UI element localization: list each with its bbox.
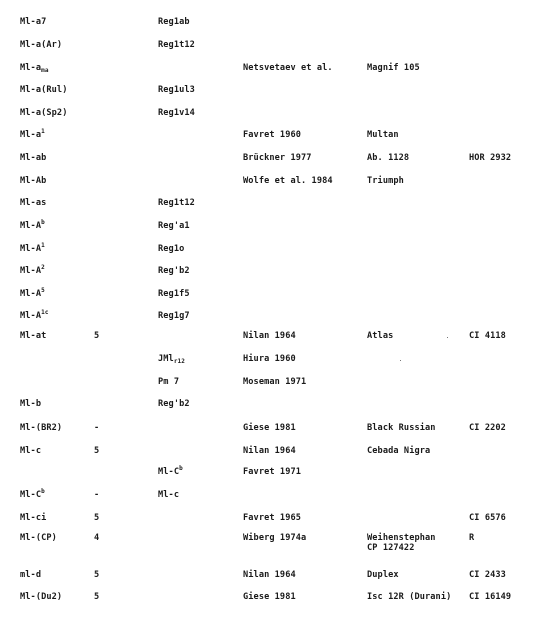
table-cell-c4 (367, 570, 399, 580)
cell-text: Pm 7 (158, 377, 180, 387)
table-cell-c2 (158, 198, 195, 208)
cell-text: 5 (94, 592, 100, 602)
cell-text: CI 4118 (469, 331, 506, 341)
cell-text: Favret 1965 (243, 513, 302, 523)
table-cell-c0 (20, 266, 45, 276)
cell-text: 5 (94, 331, 100, 341)
cell-text: 5 (94, 570, 100, 580)
table-cell-c0 (20, 130, 45, 140)
cell-text: Ml-A (20, 289, 42, 299)
cell-superscript: 2 (41, 264, 45, 271)
cell-text: Ml-a (20, 130, 42, 140)
table-cell-c0 (20, 108, 67, 118)
table-cell-c0 (20, 153, 46, 163)
table-cell-c2 (158, 311, 190, 321)
table-cell-c0 (20, 289, 45, 299)
table-cell-c0 (20, 244, 45, 254)
table-cell-c0 (20, 40, 62, 50)
cell-text: Reg1v14 (158, 108, 195, 118)
table-cell-c0 (20, 198, 46, 208)
cell-text: Wiberg 1974a (243, 533, 307, 543)
table-cell-c3 (243, 592, 296, 602)
table-cell-c3 (243, 354, 296, 364)
table-cell-c3 (243, 63, 333, 73)
table-cell-c4 (367, 153, 409, 163)
cell-text: Wolfe et al. 1984 (243, 176, 333, 186)
table-cell-c3 (243, 467, 301, 477)
table-cell-c2 (158, 490, 179, 500)
cell-superscript: b (41, 488, 45, 495)
cell-text: R (469, 533, 475, 543)
table-cell-c2 (158, 377, 179, 387)
table-cell-c4 (367, 331, 393, 341)
table-cell-c5 (469, 153, 511, 163)
table-cell-c0 (20, 490, 45, 500)
cell-text: Reg1ul3 (158, 85, 195, 95)
table-cell-c0 (20, 17, 46, 27)
cell-text: Reg1t12 (158, 40, 195, 50)
table-cell-c5 (469, 331, 506, 341)
table-cell-c0 (20, 311, 49, 321)
table-cell-c0 (20, 592, 62, 602)
table-cell-c2 (158, 266, 190, 276)
table-cell-c1 (94, 446, 99, 456)
table-cell-c3 (243, 377, 306, 387)
table-cell-c0 (20, 423, 62, 433)
cell-text: Cebada Nigra (367, 446, 431, 456)
cell-text: Ml-C (158, 467, 180, 477)
cell-text: Giese 1981 (243, 592, 296, 602)
cell-text: Ml-c (158, 490, 180, 500)
cell-text: Isc 12R (Durani) (367, 592, 452, 602)
cell-text: Multan (367, 130, 399, 140)
table-cell-c1 (94, 533, 99, 543)
cell-text: Ab. 1128 (367, 153, 410, 163)
table-cell-c2 (158, 17, 190, 27)
cell-text: CI 6576 (469, 513, 506, 523)
cell-text: Duplex (367, 570, 399, 580)
cell-text: - (94, 490, 100, 500)
scan-speck (400, 360, 401, 361)
cell-text: Black Russian (367, 423, 436, 433)
cell-text: Favret 1960 (243, 130, 302, 140)
table-cell-c5 (469, 423, 506, 433)
cell-text: HOR 2932 (469, 153, 512, 163)
cell-text: Nilan 1964 (243, 446, 296, 456)
cell-second-line: CP 127422 (367, 543, 415, 553)
table-cell-c0 (20, 85, 67, 95)
cell-text: Ml-b (20, 399, 42, 409)
table-cell-c0 (20, 446, 41, 456)
cell-superscript: 1 (41, 128, 45, 135)
table-cell-c0 (20, 221, 45, 231)
cell-text: Ml-C (20, 490, 42, 500)
cell-superscript: 5 (41, 287, 45, 294)
cell-text: 5 (94, 446, 100, 456)
cell-text: JMl (158, 354, 174, 364)
table-cell-c2 (158, 40, 195, 50)
table-cell-c3 (243, 446, 296, 456)
table-cell-c3 (243, 423, 296, 433)
table-cell-c3 (243, 331, 296, 341)
cell-text: Reg1f5 (158, 289, 190, 299)
table-cell-c2 (158, 399, 190, 409)
cell-text: - (94, 423, 100, 433)
table-cell-c4 (367, 592, 451, 602)
cell-text: 5 (94, 513, 100, 523)
cell-superscript: 1c (41, 309, 49, 316)
table-cell-c0 (20, 513, 46, 523)
cell-text: Ml-a(Sp2) (20, 108, 68, 118)
cell-subscript: r12 (173, 358, 185, 365)
table-cell-c1 (94, 423, 99, 433)
cell-text: Reg'b2 (158, 399, 190, 409)
table-cell-c5 (469, 513, 506, 523)
cell-superscript: b (179, 465, 183, 472)
cell-text: Reg1t12 (158, 198, 195, 208)
table-cell-c5 (469, 533, 474, 543)
table-cell-c0 (20, 63, 49, 73)
cell-text: CI 2202 (469, 423, 506, 433)
cell-text: Nilan 1964 (243, 570, 296, 580)
cell-text: Atlas (367, 331, 394, 341)
table-cell-c2 (158, 108, 195, 118)
table-cell-c2 (158, 289, 190, 299)
cell-text: CI 16149 (469, 592, 512, 602)
cell-text: Ml-(BR2) (20, 423, 63, 433)
cell-text: Ml-A (20, 221, 42, 231)
table-cell-c1 (94, 592, 99, 602)
cell-text: Ml-(CP) (20, 533, 57, 543)
cell-text: Nilan 1964 (243, 331, 296, 341)
cell-text: Ml-ci (20, 513, 47, 523)
table-cell-c0 (20, 176, 46, 186)
table-cell-c0 (20, 331, 46, 341)
table-cell-c3 (243, 570, 296, 580)
cell-text: Ml-a (20, 63, 42, 73)
cell-text: Ml-Ab (20, 176, 47, 186)
cell-superscript: b (41, 219, 45, 226)
scan-speck (447, 337, 448, 338)
cell-text: Reg1g7 (158, 311, 190, 321)
cell-text: Giese 1981 (243, 423, 296, 433)
table-cell-c4 (367, 533, 436, 553)
table-cell-c5 (469, 570, 506, 580)
cell-text: Ml-(Du2) (20, 592, 63, 602)
table-cell-c2 (158, 244, 184, 254)
cell-text: Ml-A (20, 244, 42, 254)
table-cell-c1 (94, 570, 99, 580)
cell-text: Brückner 1977 (243, 153, 312, 163)
cell-text: Favret 1971 (243, 467, 302, 477)
cell-text: Ml-a7 (20, 17, 47, 27)
table-cell-c4 (367, 446, 430, 456)
cell-text: Reg1o (158, 244, 185, 254)
table-cell-c2 (158, 85, 195, 95)
table-cell-c1 (94, 513, 99, 523)
cell-text: Reg'b2 (158, 266, 190, 276)
cell-text: Ml-c (20, 446, 42, 456)
cell-text: Ml-as (20, 198, 47, 208)
cell-text: Ml-A (20, 311, 42, 321)
cell-text: Weihenstephan (367, 533, 436, 543)
cell-text: Moseman 1971 (243, 377, 307, 387)
table-cell-c2 (158, 354, 185, 364)
cell-text: Triumph (367, 176, 404, 186)
table-cell-c3 (243, 533, 306, 543)
table-cell-c3 (243, 130, 301, 140)
table-cell-c1 (94, 490, 99, 500)
table-cell-c0 (20, 570, 41, 580)
cell-text: ml-d (20, 570, 42, 580)
cell-text: Ml-ab (20, 153, 47, 163)
cell-text: 4 (94, 533, 100, 543)
table-cell-c3 (243, 513, 301, 523)
cell-subscript: ma (41, 67, 49, 74)
table-cell-c0 (20, 533, 57, 543)
table-cell-c3 (243, 153, 312, 163)
table-cell-c5 (469, 592, 511, 602)
cell-text: CI 2433 (469, 570, 506, 580)
cell-text: Reg'a1 (158, 221, 190, 231)
cell-text: Ml-at (20, 331, 47, 341)
cell-text: Ml-a(Ar) (20, 40, 63, 50)
cell-text: Ml-A (20, 266, 42, 276)
cell-text: Netsvetaev et al. (243, 63, 333, 73)
cell-superscript: 1 (41, 242, 45, 249)
table-cell-c4 (367, 130, 399, 140)
table-cell-c2 (158, 221, 190, 231)
table-cell-c0 (20, 399, 41, 409)
table-cell-c4 (367, 63, 420, 73)
table-cell-c4 (367, 176, 404, 186)
table-cell-c1 (94, 331, 99, 341)
table-cell-c2 (158, 467, 183, 477)
cell-text: Ml-a(Rul) (20, 85, 68, 95)
cell-text: Reg1ab (158, 17, 190, 27)
table-cell-c4 (367, 423, 436, 433)
cell-text: Magnif 105 (367, 63, 420, 73)
cell-text: Hiura 1960 (243, 354, 296, 364)
table-cell-c3 (243, 176, 333, 186)
